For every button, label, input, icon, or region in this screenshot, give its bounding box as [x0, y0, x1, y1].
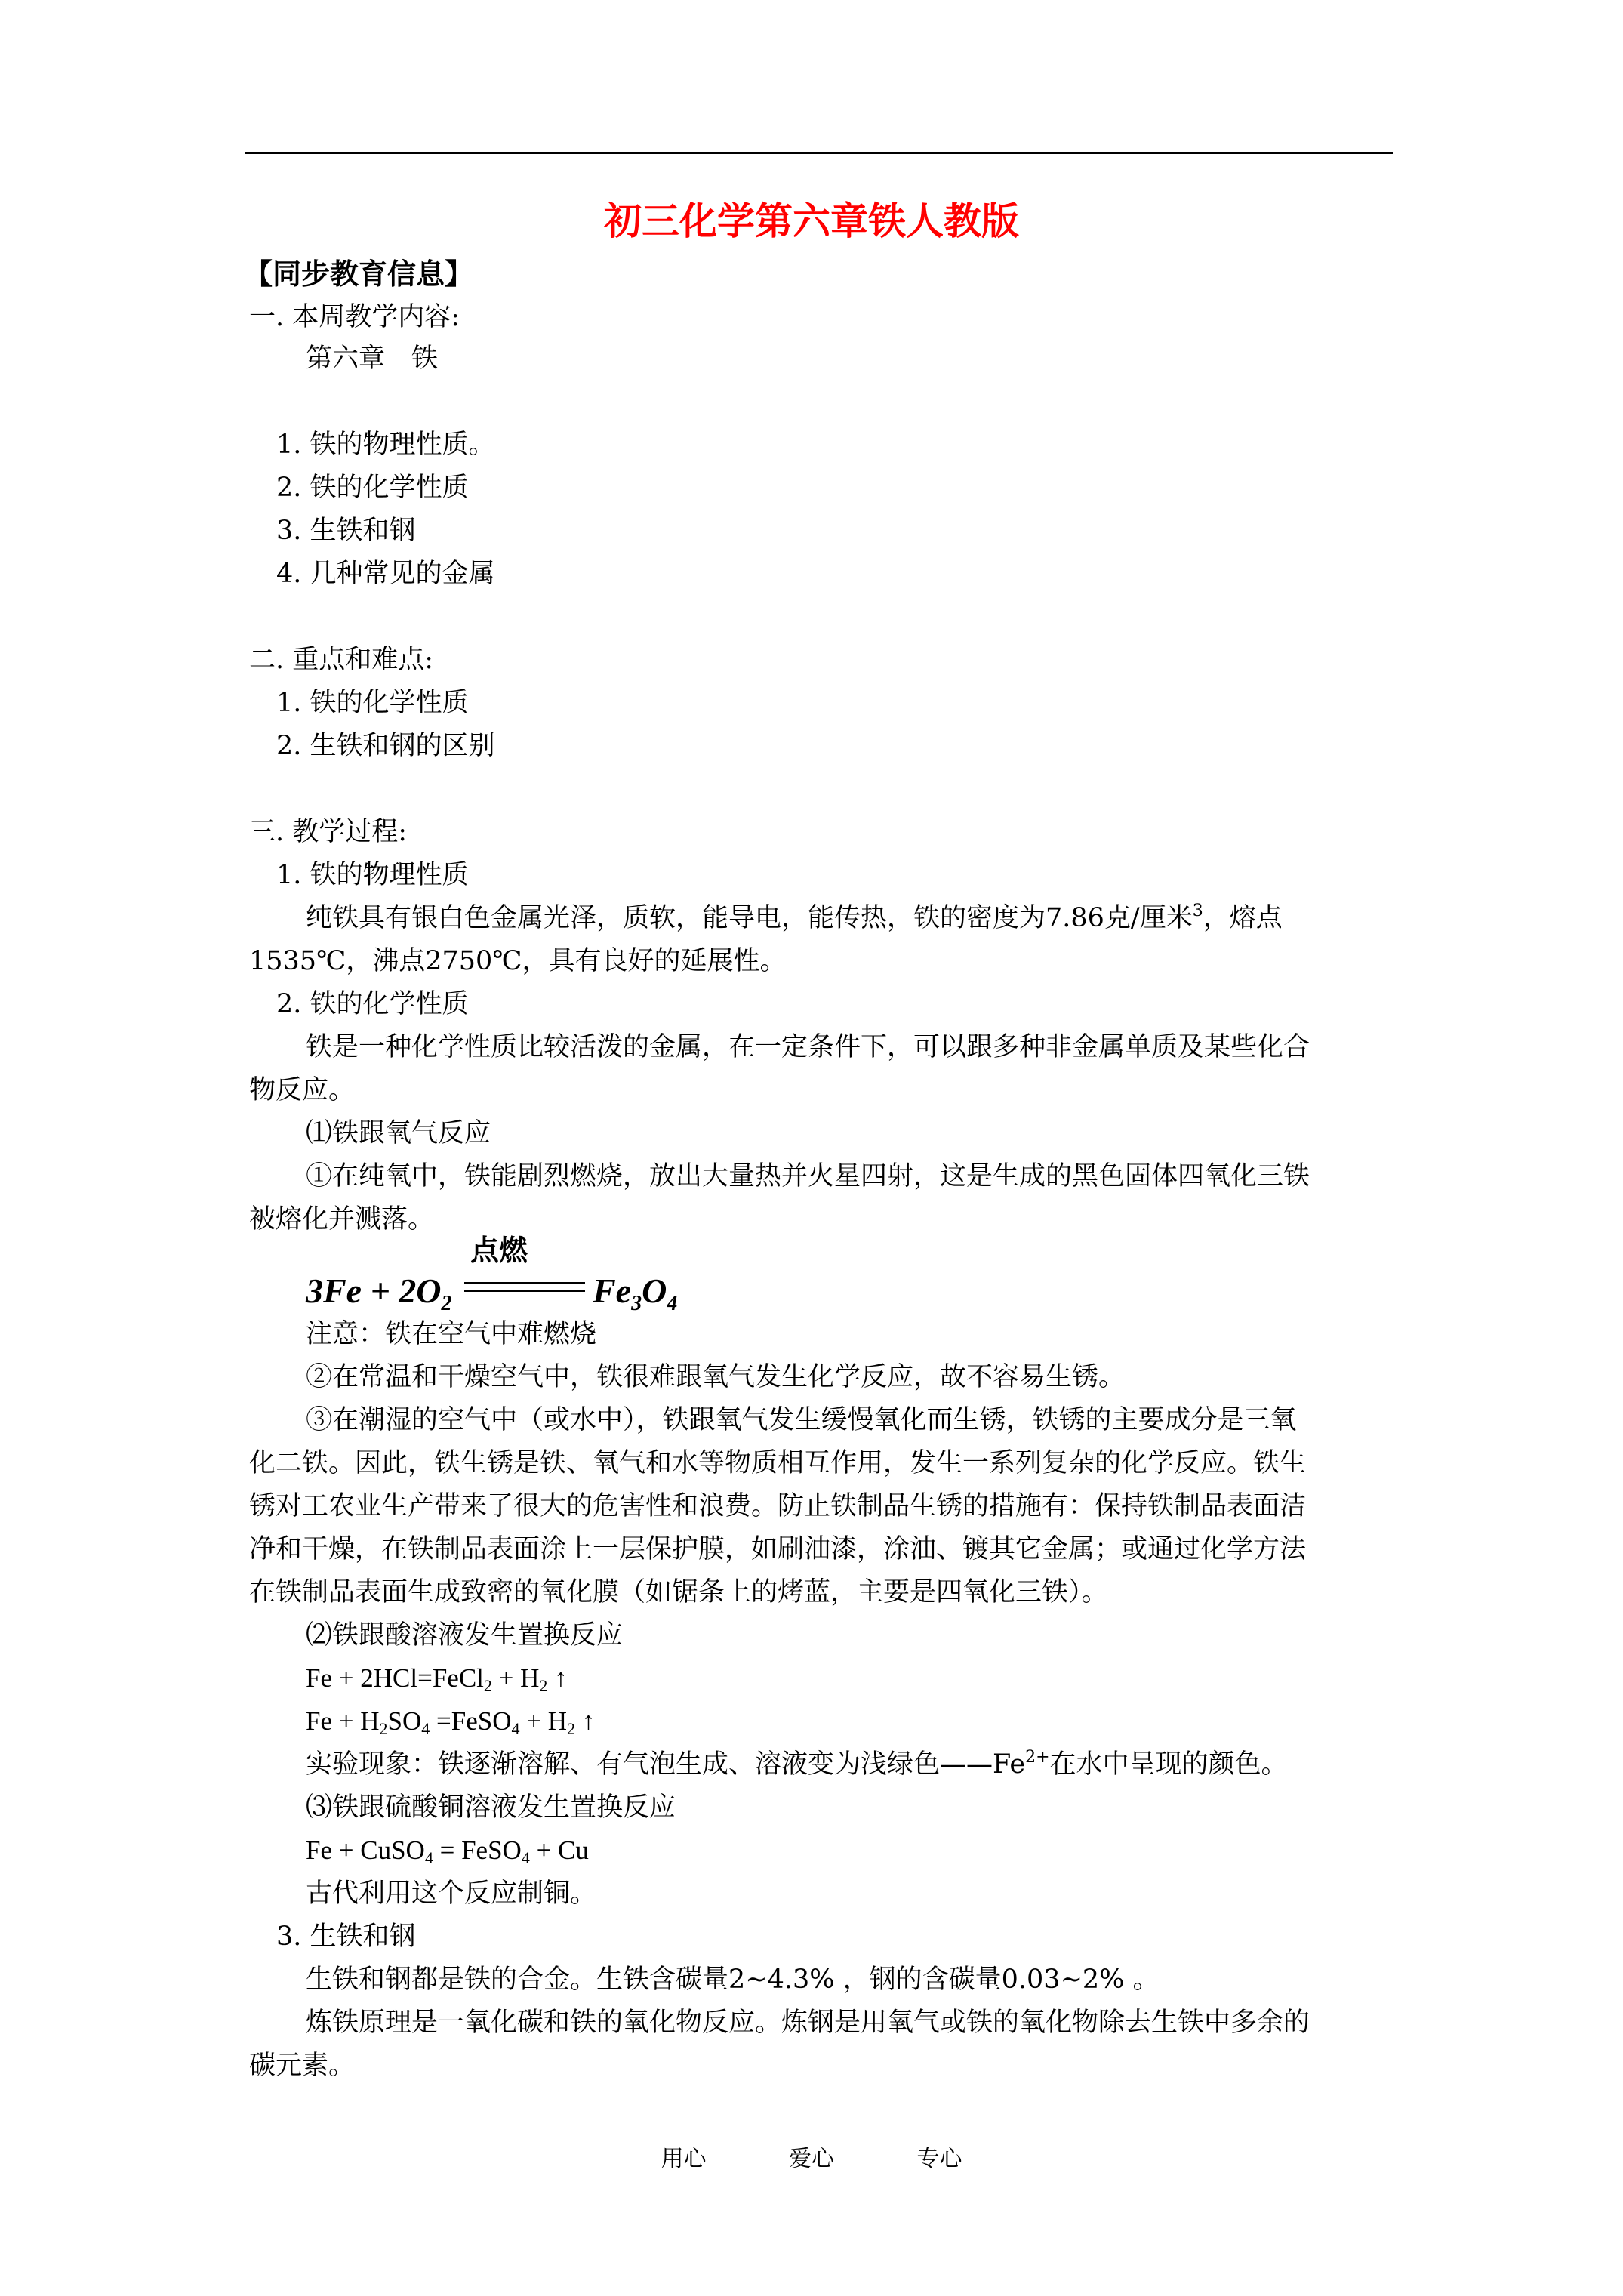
p2-title: 2. 铁的化学性质 — [276, 989, 469, 1019]
p3-line-1: 生铁和钢都是铁的合金。生铁含碳量2~4.3% ，钢的含碳量0.03~2% 。 — [306, 1965, 1160, 1995]
r3-note: 古代利用这个反应制铜。 — [306, 1878, 597, 1909]
s2-item-2: 2. 生铁和钢的区别 — [276, 731, 495, 761]
s1-chapter: 第六章 铁 — [306, 344, 439, 374]
combustion-equation — [306, 1232, 683, 1315]
r1-a-line-2: 被熔化并溅落。 — [249, 1204, 435, 1234]
p3-line-2: 炼铁原理是一氧化碳和铁的氧化物反应。炼钢是用氧气或铁的氧化物除去生铁中多余的 — [306, 2008, 1310, 2038]
p1-line-2: 1535℃，沸点2750℃，具有良好的延展性。 — [249, 946, 787, 976]
section-header: 【同步教育信息】 — [244, 257, 474, 291]
p1-line-1: 纯铁具有银白色金属光泽，质软，能导电，能传热，铁的密度为7.86克/厘米$^3$，熔点 — [306, 901, 1283, 933]
r2-observation: 实验现象：铁逐渐溶解、有气泡生成、溶液变为浅绿色$——Fe^{2+}$在水中呈现的颜色。 — [306, 1748, 1288, 1780]
r1-c-line-2: 化二铁。因此，铁生锈是铁、氧气和水等物质相互作用，发生一系列复杂的化学反应。铁生 — [249, 1448, 1307, 1478]
equation-product: $Fe_3O_4$ — [593, 1271, 678, 1315]
r1-c-line-3: 锈对工农业生产带来了很大的危害性和浪费。防止铁制品生锈的措施有：保持铁制品表面洁 — [249, 1491, 1307, 1521]
s1-heading: 一. 本周教学内容: — [249, 302, 460, 332]
r2-equation-2: $Fe + H_2SO_4$ =FeSO$_4$ + $H_2$ ↑ — [306, 1706, 596, 1738]
r2-title: ⑵铁跟酸溶液发生置换反应 — [306, 1620, 624, 1650]
p2-line-2: 物反应。 — [249, 1075, 356, 1105]
r3-title: ⑶铁跟硫酸铜溶液发生置换反应 — [306, 1792, 676, 1823]
p3-line-3: 碳元素。 — [249, 2051, 356, 2081]
footer-word-1: 用心 — [661, 2146, 707, 2172]
s1-item-3: 3. 生铁和钢 — [276, 516, 416, 546]
page-footer — [0, 2144, 1623, 2174]
s2-heading: 二. 重点和难点: — [249, 645, 434, 675]
p1-title: 1. 铁的物理性质 — [276, 860, 469, 890]
r1-c-line-4: 净和干燥，在铁制品表面涂上一层保护膜，如刷油漆，涂油、镀其它金属；或通过化学方法 — [249, 1534, 1307, 1564]
header-rule — [245, 152, 1393, 154]
r1-b-line: ②在常温和干燥空气中，铁很难跟氧气发生化学反应，故不容易生锈。 — [306, 1362, 1126, 1392]
footer-word-3: 专心 — [916, 2146, 962, 2172]
s3-heading: 三. 教学过程: — [249, 817, 408, 847]
s1-item-4: 4. 几种常见的金属 — [276, 559, 495, 589]
r2-equation-1: Fe + 2HCl=FeCl$_2$ + $H_2$ ↑ — [306, 1663, 568, 1695]
s1-item-1: 1. 铁的物理性质。 — [276, 430, 495, 460]
p2-line-1: 铁是一种化学性质比较活泼的金属，在一定条件下，可以跟多种非金属单质及某些化合 — [306, 1032, 1310, 1062]
s2-item-1: 1. 铁的化学性质 — [276, 688, 469, 718]
r1-c-line-5: 在铁制品表面生成致密的氧化膜（如锯条上的烤蓝，主要是四氧化三铁）。 — [249, 1577, 1108, 1607]
document-title: 初三化学第六章铁人教版 — [604, 199, 1019, 243]
p3-title: 3. 生铁和钢 — [276, 1922, 416, 1952]
footer-word-2: 爱心 — [789, 2146, 834, 2172]
s1-item-2: 2. 铁的化学性质 — [276, 473, 469, 503]
equation-reactants: $3Fe + 2O_2$ — [306, 1271, 452, 1315]
equation-condition: 点燃 — [470, 1234, 528, 1267]
r3-equation: Fe + CuSO$_4$ = FeSO$_4$ + Cu — [306, 1835, 589, 1867]
r1-c-line-1: ③在潮湿的空气中（或水中），铁跟氧气发生缓慢氧化而生锈，铁锈的主要成分是三氧 — [306, 1405, 1297, 1435]
note-line: 注意：铁在空气中难燃烧 — [306, 1319, 597, 1349]
r1-a-line-1: ①在纯氧中，铁能剧烈燃烧，放出大量热并火星四射，这是生成的黑色固体四氧化三铁 — [306, 1161, 1310, 1191]
r1-title: ⑴铁跟氧气反应 — [306, 1118, 491, 1148]
